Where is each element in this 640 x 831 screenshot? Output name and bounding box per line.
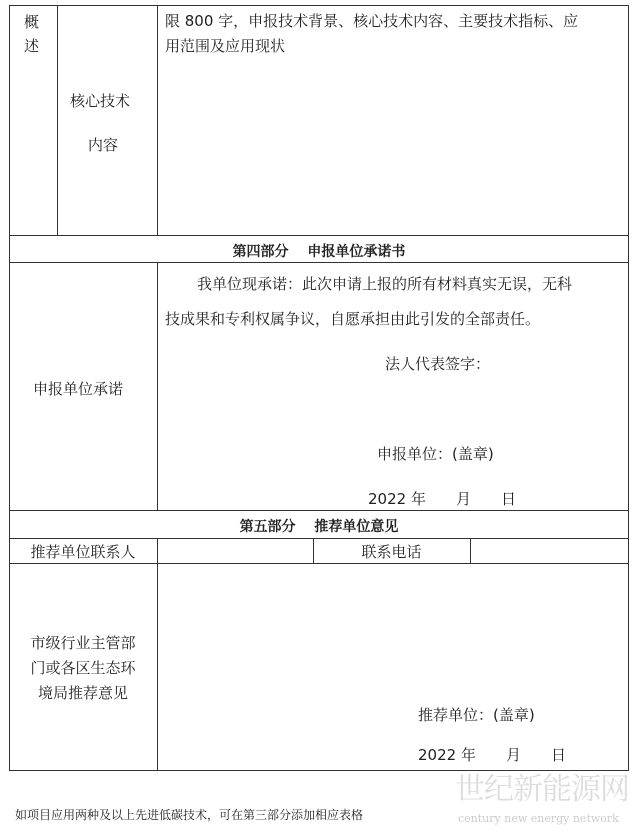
- contact-input[interactable]: [158, 539, 313, 563]
- core-tech-label: 内容: [88, 136, 119, 154]
- divider: [9, 235, 629, 236]
- divider: [9, 510, 629, 511]
- recommender-seal[interactable]: 推荐单位：(盖章): [418, 706, 535, 724]
- applicant-seal[interactable]: 申报单位：(盖章): [377, 445, 494, 463]
- legal-rep-signature[interactable]: 法人代表签字：: [385, 355, 491, 373]
- core-tech-content[interactable]: 限 800 字，申报技术背景、核心技术内容、主要技术指标、应: [165, 12, 579, 30]
- contact-label: 推荐单位联系人: [30, 543, 136, 561]
- opinion-label: 门或各区生态环: [30, 659, 136, 677]
- divider: [9, 563, 629, 564]
- recommender-date[interactable]: 2022 年 月 日: [418, 746, 566, 764]
- phone-label: 联系电话: [361, 543, 422, 561]
- section-title-part4: 第四部分 申报单位承诺书: [232, 244, 406, 260]
- section-title-part5: 第五部分 推荐单位意见: [239, 519, 399, 535]
- commitment-text: 技成果和专利权属争议，自愿承担由此引发的全部责任。: [165, 310, 541, 328]
- table-border: [9, 770, 629, 771]
- divider: [157, 262, 158, 510]
- core-tech-label: 核心技术: [70, 92, 131, 110]
- divider: [157, 5, 158, 235]
- table-border: [628, 5, 629, 771]
- opinion-label: 境局推荐意见: [37, 684, 128, 702]
- watermark-logo-en: century new energy network: [458, 812, 619, 825]
- applicant-date[interactable]: 2022 年 月 日: [368, 490, 516, 508]
- watermark-logo: 世纪新能源网: [455, 772, 629, 807]
- divider: [9, 262, 629, 263]
- divider: [157, 538, 158, 771]
- overview-label: 概述: [24, 13, 40, 55]
- commitment-label: 申报单位承诺: [33, 380, 124, 398]
- commitment-text: 我单位现承诺：此次申请上报的所有材料真实无误，无科: [197, 275, 573, 293]
- opinion-label: 市级行业主管部: [30, 634, 136, 652]
- phone-input[interactable]: [471, 539, 628, 563]
- core-tech-content[interactable]: 用范围及应用现状: [165, 37, 286, 55]
- table-border: [9, 5, 629, 6]
- divider: [57, 5, 58, 235]
- footnote: 如项目应用两种及以上先进低碳技术，可在第三部分添加相应表格: [15, 808, 364, 822]
